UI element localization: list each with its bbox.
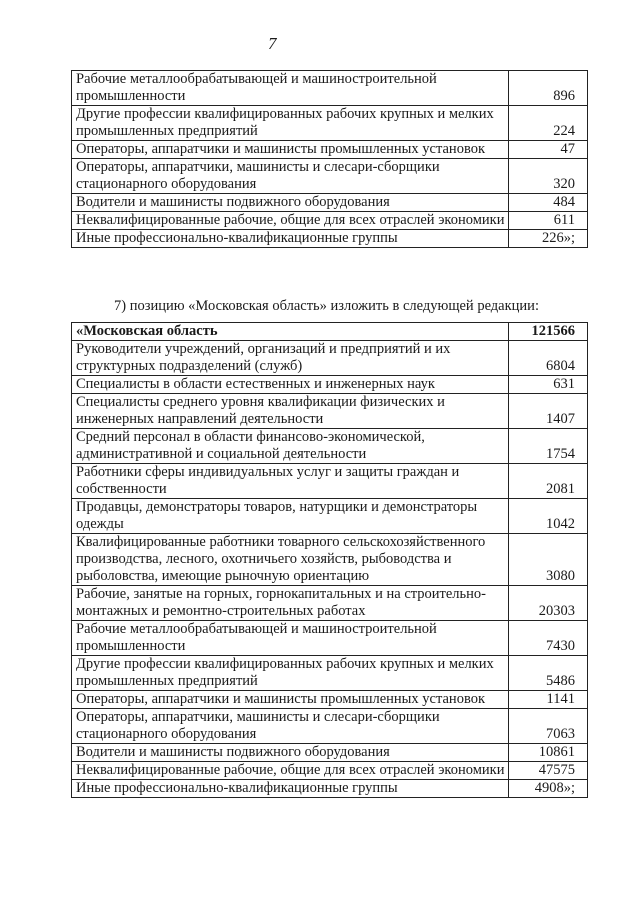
quota-value-cell: 3080 (509, 534, 588, 586)
occupation-group-cell: Операторы, аппаратчики и машинисты промышленных установок (72, 691, 509, 709)
occupation-group-cell: Руководители учреждений, организаций и предприятий и их структурных подразделений (служб) (72, 341, 509, 376)
quota-value-cell: 10861 (509, 744, 588, 762)
occupation-group-cell: Продавцы, демонстраторы товаров, натурщики и демонстраторы одежды (72, 499, 509, 534)
table-row (72, 106, 588, 141)
table-row (72, 194, 588, 212)
table-row (72, 621, 588, 656)
occupation-group-cell: Другие профессии квалифицированных рабочих крупных и мелких промышленных предприятий (72, 106, 509, 141)
table-row (72, 464, 588, 499)
quota-value-cell: 484 (509, 194, 588, 212)
occupation-group-cell: Квалифицированные работники товарного сельскохозяйственного производства, лесного, охотничьего хозяйств, рыбоводства и рыболовства, имеющие рыночную ориентацию (72, 534, 509, 586)
page-number: 7 (268, 34, 277, 53)
quota-value-cell: 320 (509, 159, 588, 194)
table-row (72, 212, 588, 230)
quota-value-cell: 1754 (509, 429, 588, 464)
region-total-cell: 121566 (509, 323, 588, 341)
occupation-group-cell: Операторы, аппаратчики, машинисты и слесари-сборщики стационарного оборудования (72, 709, 509, 744)
occupation-group-cell: Иные профессионально-квалификационные группы (72, 230, 509, 248)
quota-value-cell: 1141 (509, 691, 588, 709)
quota-value-cell: 611 (509, 212, 588, 230)
table-row (72, 780, 588, 798)
occupation-group-cell: Иные профессионально-квалификационные группы (72, 780, 509, 798)
occupation-group-cell: Специалисты среднего уровня квалификации физических и инженерных направлений деятельности (72, 394, 509, 429)
occupation-group-cell: Неквалифицированные рабочие, общие для всех отраслей экономики (72, 212, 509, 230)
moscow-region-table (71, 322, 588, 798)
table-row (72, 159, 588, 194)
occupation-group-cell: Операторы, аппаратчики и машинисты промышленных установок (72, 141, 509, 159)
quota-value-cell: 47575 (509, 762, 588, 780)
table-row (72, 534, 588, 586)
table-row (72, 744, 588, 762)
occupation-group-cell: Водители и машинисты подвижного оборудования (72, 194, 509, 212)
table-row (72, 141, 588, 159)
table-row (72, 656, 588, 691)
occupation-group-cell: Рабочие металлообрабатывающей и машиностроительной промышленности (72, 621, 509, 656)
table-row (72, 394, 588, 429)
quota-value-cell: 1042 (509, 499, 588, 534)
table-row (72, 230, 588, 248)
table-row (72, 691, 588, 709)
quota-value-cell: 6804 (509, 341, 588, 376)
quota-value-cell: 20303 (509, 586, 588, 621)
quota-value-cell: 631 (509, 376, 588, 394)
section-intro: 7) позицию «Московская область» изложить в следующей редакции: (114, 298, 539, 314)
quota-value-cell: 224 (509, 106, 588, 141)
quota-value-cell: 47 (509, 141, 588, 159)
table-row (72, 341, 588, 376)
quota-value-cell: 226»; (509, 230, 588, 248)
occupation-group-cell: Средний персонал в области финансово-экономической, административной и социальной деятельности (72, 429, 509, 464)
occupation-group-cell: Операторы, аппаратчики, машинисты и слесари-сборщики стационарного оборудования (72, 159, 509, 194)
quota-value-cell: 2081 (509, 464, 588, 499)
quota-value-cell: 5486 (509, 656, 588, 691)
occupation-group-cell: Специалисты в области естественных и инженерных наук (72, 376, 509, 394)
table-row (72, 429, 588, 464)
quota-value-cell: 1407 (509, 394, 588, 429)
occupation-group-cell: Рабочие, занятые на горных, горнокапитальных и на строительно-монтажных и ремонтно-строительных работах (72, 586, 509, 621)
quota-value-cell: 7430 (509, 621, 588, 656)
table-row (72, 376, 588, 394)
quota-value-cell: 7063 (509, 709, 588, 744)
occupation-group-cell: Неквалифицированные рабочие, общие для всех отраслей экономики (72, 762, 509, 780)
quota-value-cell: 896 (509, 71, 588, 106)
continued-occupations-table (71, 70, 588, 248)
table-row (72, 71, 588, 106)
quota-value-cell: 4908»; (509, 780, 588, 798)
table-row (72, 762, 588, 780)
table-header-row (72, 323, 588, 341)
table-row (72, 586, 588, 621)
occupation-group-cell: Водители и машинисты подвижного оборудования (72, 744, 509, 762)
region-name-cell: «Московская область (72, 323, 509, 341)
table-row (72, 709, 588, 744)
occupation-group-cell: Рабочие металлообрабатывающей и машиностроительной промышленности (72, 71, 509, 106)
table-row (72, 499, 588, 534)
occupation-group-cell: Другие профессии квалифицированных рабочих крупных и мелких промышленных предприятий (72, 656, 509, 691)
occupation-group-cell: Работники сферы индивидуальных услуг и защиты граждан и собственности (72, 464, 509, 499)
